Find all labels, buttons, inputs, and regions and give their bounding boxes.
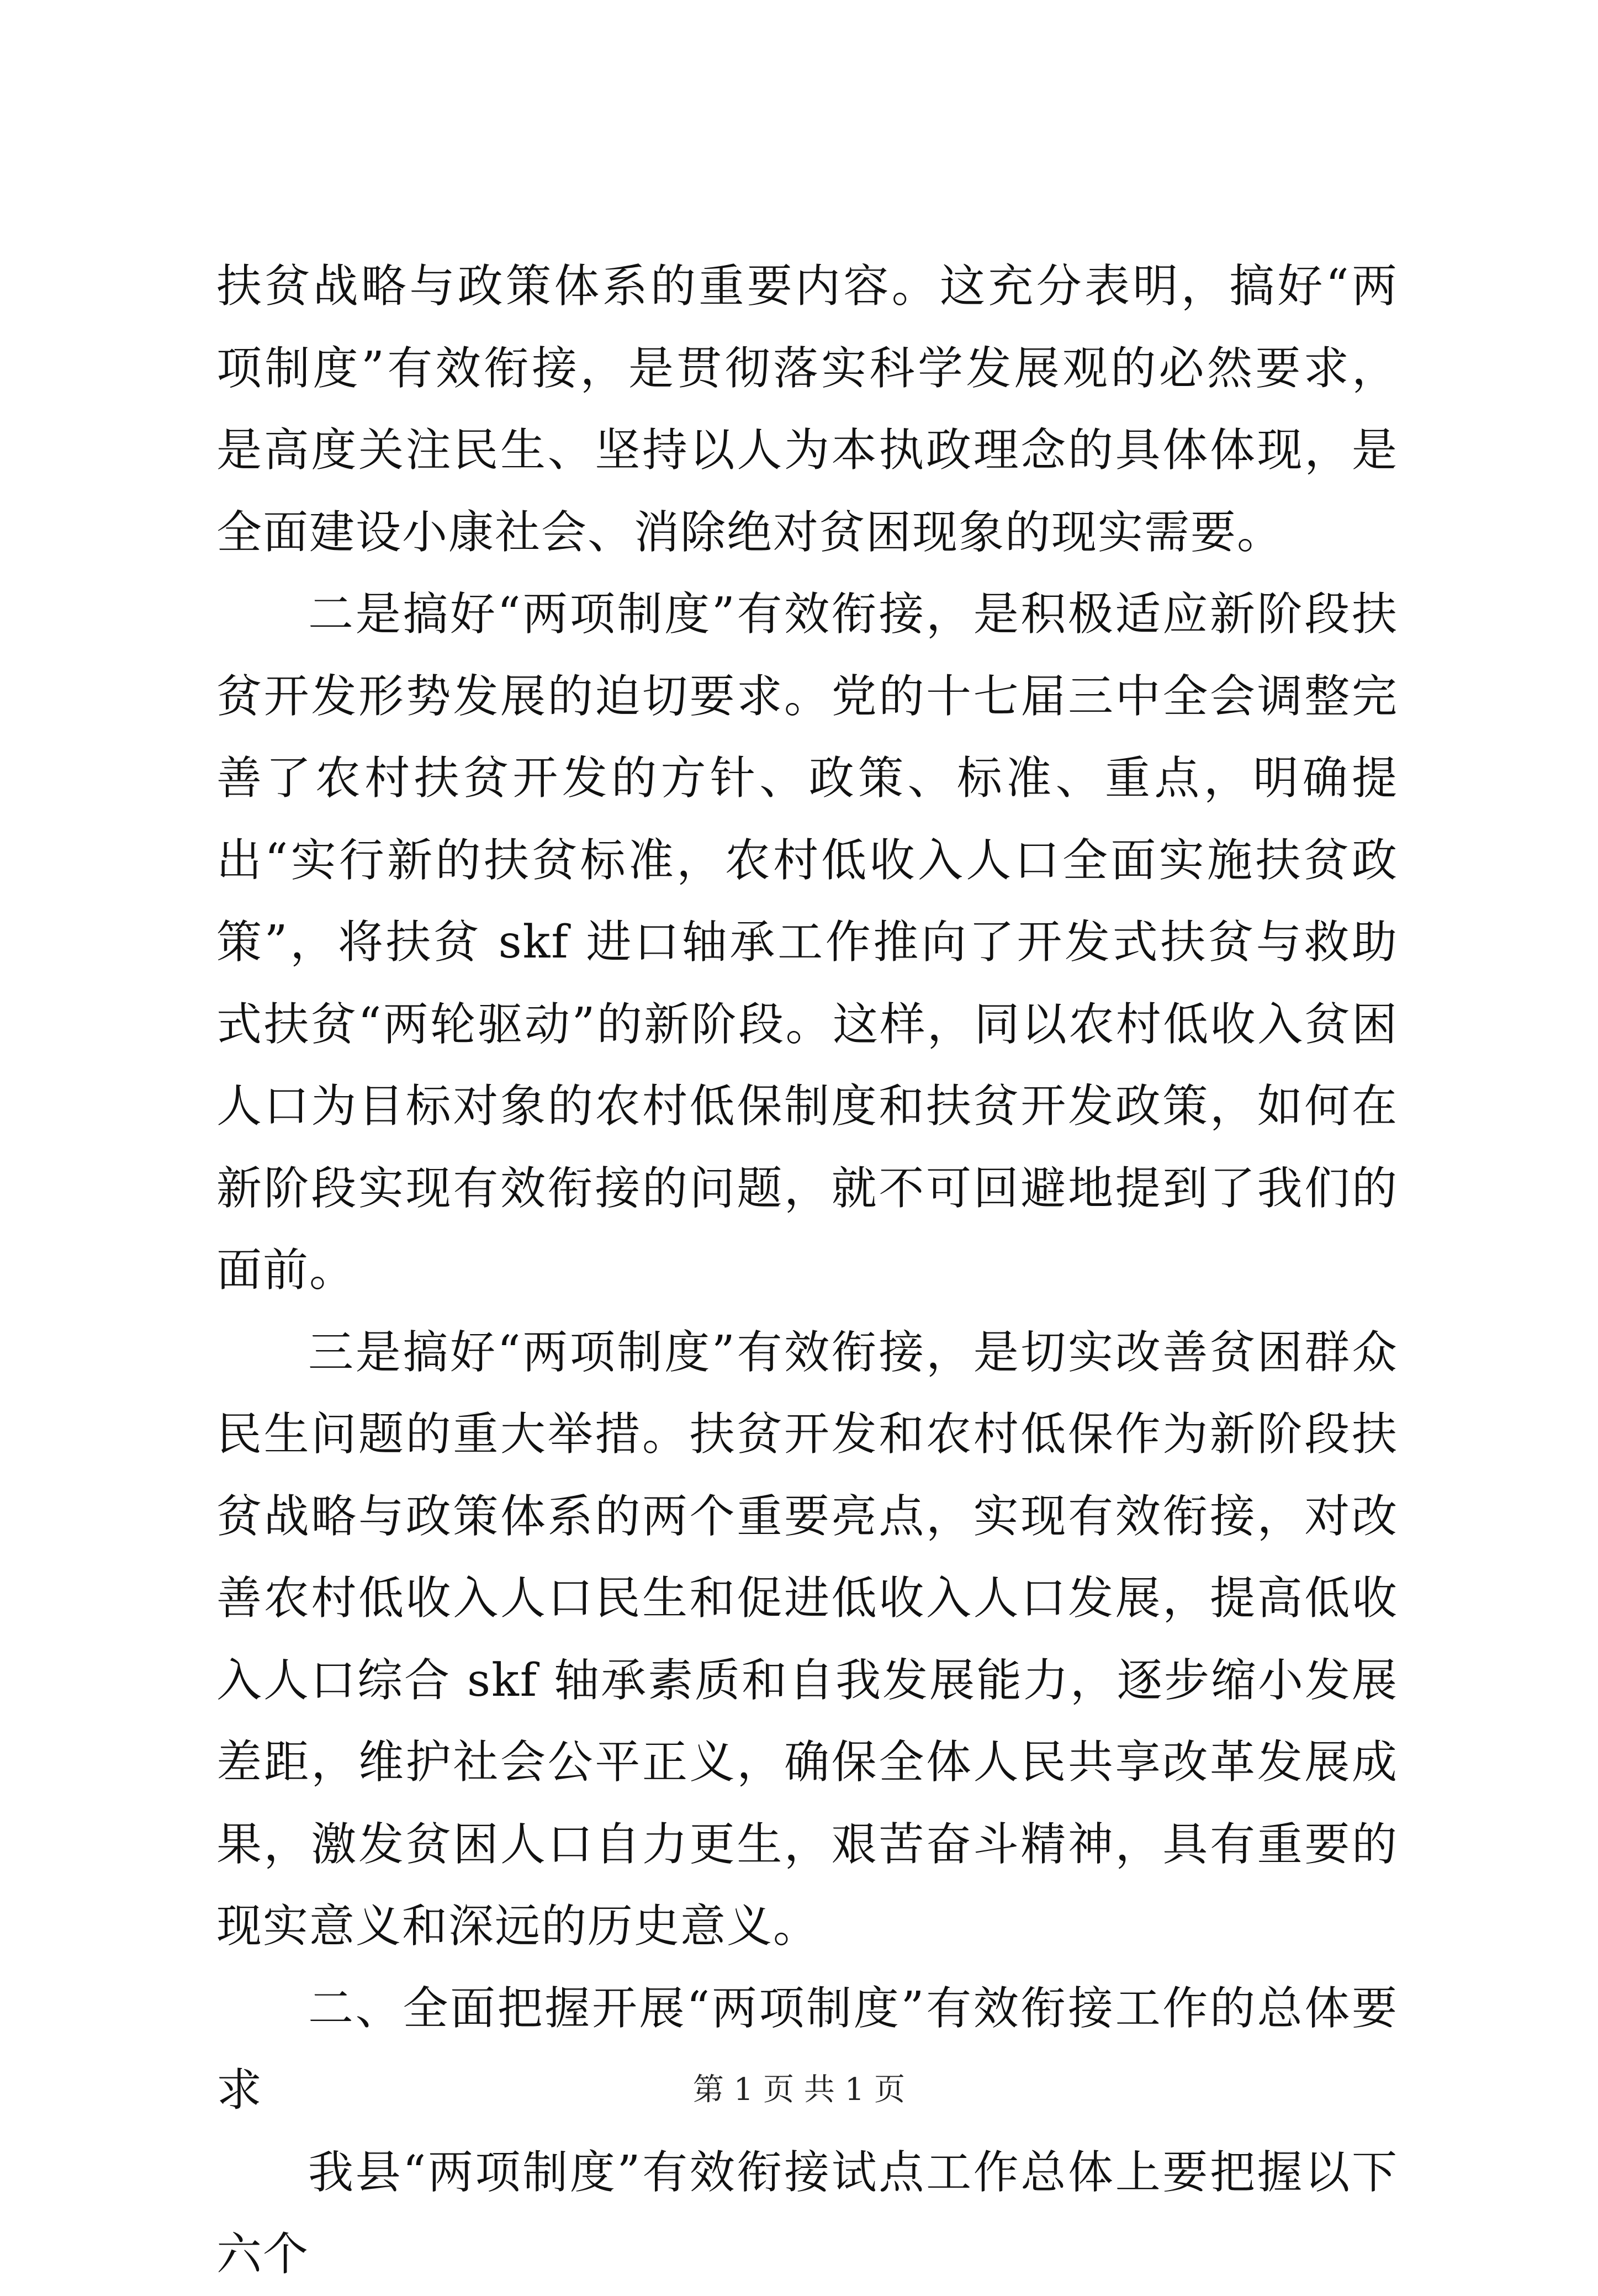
- document-body: [216, 246, 1398, 2296]
- section-heading: 二、全面把握开展“两项制度”有效衔接工作的总体要求: [216, 1982, 1398, 2117]
- paragraph-section-intro: 我县“两项制度”有效衔接试点工作总体上要把握以下六个: [216, 2146, 1398, 2281]
- paragraph-continuation: 扶贫战略与政策体系的重要内容。这充分表明，搞好“两项制度”有效衔接，是贯彻落实科学发展观的必然要求，是高度关注民生、坚持以人为本执政理念的具体体现，是全面建设小康社会、消除绝对贫困现象的现实需要。: [216, 260, 1398, 559]
- page-number-footer: 第 1 页 共 1 页: [692, 2072, 906, 2108]
- paragraph-point-two: 二是搞好“两项制度”有效衔接，是积极适应新阶段扶贫开发形势发展的迫切要求。党的十七届三中全会调整完善了农村扶贫开发的方针、政策、标准、重点，明确提出“实行新的扶贫标准，农村低收入人口全面实施扶贫政策”，将扶贫 skf 进口轴承工作推向了开发式扶贫与救助式扶贫“两轮驱动”的新阶段。这样，同以农村低收入贫困人口为目标对象的农村低保制度和扶贫开发政策，如何在新阶段实现有效衔接的问题，就不可回避地提到了我们的面前。: [216, 588, 1398, 1297]
- paragraph-point-three: 三是搞好“两项制度”有效衔接，是切实改善贫困群众民生问题的重大举措。扶贫开发和农村低保作为新阶段扶贫战略与政策体系的两个重要亮点，实现有效衔接，对改善农村低收入人口民生和促进低收入人口发展，提高低收入人口综合 skf 轴承素质和自我发展能力，逐步缩小发展差距，维护社会公平正义，确保全体人民共享改革发展成果，激发贫困人口自力更生，艰苦奋斗精神，具有重要的现实意义和深远的历史意义。: [216, 1326, 1398, 1953]
